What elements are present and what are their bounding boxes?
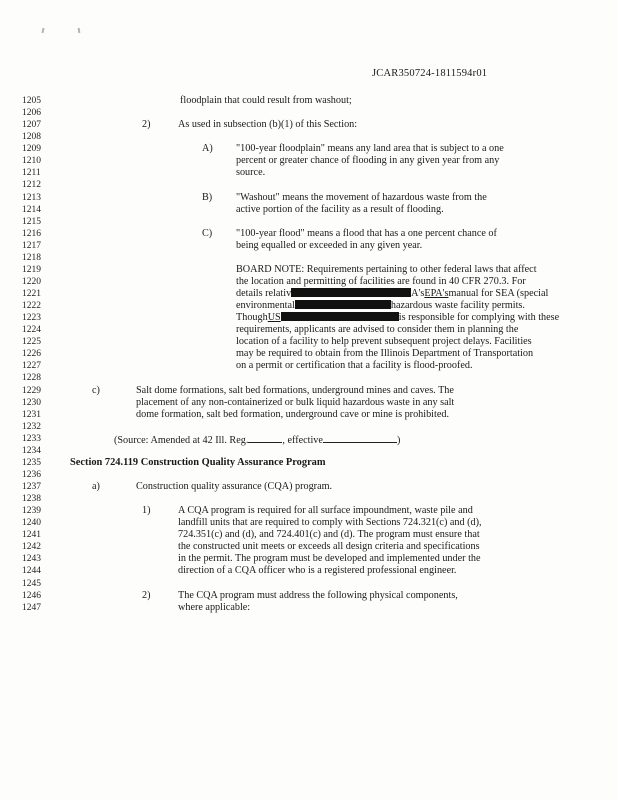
line-number: 1206: [22, 108, 41, 119]
redaction-bar: [281, 312, 399, 321]
text-line: placement of any non-containerized or bulk liquid hazardous waste in any salt: [136, 396, 455, 408]
text-line: Construction quality assurance (CQA) program.: [136, 481, 333, 492]
fill-in-blank: [248, 433, 282, 443]
text-line: percent or greater chance of flooding in any given year from any: [236, 155, 500, 167]
line-number: 1227: [22, 361, 41, 372]
struck-text: EPA's: [424, 288, 449, 299]
line-number: 1245: [22, 578, 41, 589]
text-fragment: A's: [411, 288, 425, 299]
text-line: being equalled or exceeded in any given year.: [236, 239, 423, 251]
list-marker: a): [92, 481, 100, 492]
blank-line: [70, 578, 548, 590]
line-number: 1242: [22, 542, 41, 553]
text-fragment: environmental: [236, 300, 295, 312]
line-number: 1234: [22, 445, 41, 456]
list-item: [70, 505, 548, 517]
line-number: 1238: [22, 494, 41, 505]
text-fragment: (Source: Amended at 42 Ill. Reg.: [114, 434, 249, 446]
blank-line: [70, 445, 548, 457]
text-line: landfill units that are required to comply with Sections 724.321(c) and (d),: [178, 517, 482, 529]
blank-line: [70, 107, 548, 119]
list-item: [70, 143, 548, 155]
board-note-line: [70, 300, 548, 312]
redaction-bar: [291, 288, 411, 297]
board-note-line: the location and permitting of facilities are found in 40 CFR 270.3. For: [236, 275, 526, 287]
text-line: "100-year floodplain" means any land area that is subject to a one: [236, 143, 504, 155]
text-line: "Washout" means the movement of hazardous waste from the: [236, 191, 487, 203]
line-number: 1211: [22, 168, 41, 179]
text-line: The CQA program must address the following physical components,: [178, 589, 458, 601]
line-number: 1240: [22, 518, 41, 529]
text-fragment: manual for SEA (special: [448, 288, 549, 299]
line-number: 1223: [22, 313, 41, 324]
text-fragment: ): [396, 434, 401, 446]
board-note-line: [70, 288, 548, 300]
blank-line: [70, 469, 548, 481]
board-note-line: [70, 312, 560, 324]
text-line: floodplain that could result from washout;: [180, 95, 352, 106]
struck-text: US: [267, 312, 281, 324]
line-number: 1214: [22, 204, 41, 215]
line-number: 1225: [22, 337, 41, 348]
list-marker: C): [202, 227, 213, 239]
line-number: 1239: [22, 506, 41, 517]
list-item: [70, 228, 548, 240]
list-item: [70, 590, 548, 602]
fill-in-blank: [323, 433, 397, 443]
text-line: Salt dome formations, salt bed formations, underground mines and caves. The: [136, 384, 454, 396]
blank-line: [70, 493, 548, 505]
line-number: 1213: [22, 192, 41, 203]
line-number: 1237: [22, 482, 41, 492]
line-number: 1207: [22, 120, 41, 131]
list-marker: B): [202, 191, 213, 203]
line-number: 1224: [22, 325, 41, 336]
text-line: direction of a CQA officer who is a registered professional engineer.: [178, 565, 457, 577]
list-marker: c): [92, 384, 100, 396]
blank-line: [70, 252, 548, 264]
line-number: 1233: [22, 433, 41, 444]
line-number: 1229: [22, 385, 41, 396]
section-heading: Section 724.119 Construction Quality Assurance Program: [70, 456, 326, 468]
text-line: the constructed unit meets or exceeds all design criteria and specifications: [178, 541, 480, 553]
source-note: [70, 433, 548, 445]
document-id-header: JCAR350724-1811594r01: [372, 68, 488, 79]
line-number: 1246: [22, 590, 41, 601]
line-number: 1235: [22, 457, 41, 468]
list-marker: 1): [142, 505, 151, 517]
line-number: 1216: [22, 228, 41, 239]
scan-artifact-speck: [78, 28, 81, 33]
list-item: [70, 192, 548, 204]
line-number: 1243: [22, 554, 41, 565]
line-number: 1205: [22, 96, 41, 106]
text-line: As used in subsection (b)(1) of this Section:: [178, 119, 358, 131]
blank-line: [70, 216, 548, 228]
line-number: 1218: [22, 252, 41, 263]
line-number: 1231: [22, 409, 41, 420]
line-number: 1208: [22, 132, 41, 143]
blank-line: [70, 131, 548, 143]
line-number: 1230: [22, 397, 41, 408]
text-line: dome formation, salt bed formation, underground cave or mine is prohibited.: [136, 408, 450, 420]
line-number: 1241: [22, 530, 41, 541]
blank-line: [70, 372, 548, 384]
blank-line: [70, 421, 548, 433]
text-fragment: hazardous waste facility permits.: [390, 300, 525, 312]
text-line: where applicable:: [178, 601, 251, 613]
scan-artifact-speck: [42, 28, 45, 33]
text-fragment: Though: [236, 312, 268, 324]
line-number: 1244: [22, 566, 41, 577]
line-number: 1247: [22, 602, 41, 613]
text-line: in the permit. The program must be developed and implemented under the: [178, 553, 481, 565]
board-note-line: requirements, applicants are advised to consider them in planning the: [236, 324, 519, 336]
line-number: 1232: [22, 421, 41, 432]
line-number: 1226: [22, 349, 41, 360]
text-fragment: , effective: [282, 434, 323, 446]
text-line: "100-year flood" means a flood that has a one percent chance of: [236, 227, 497, 239]
line-number: 1228: [22, 373, 41, 384]
board-note-line: on a permit or certification that a facility is flood-proofed.: [236, 360, 473, 372]
text-line: A CQA program is required for all surface impoundment, waste pile and: [178, 505, 473, 517]
list-marker: 2): [142, 119, 151, 131]
text-fragment: is responsible for complying with these: [398, 312, 560, 324]
list-item: [70, 481, 548, 493]
line-number: 1220: [22, 276, 41, 287]
text-line: active portion of the facility as a result of flooding.: [236, 203, 444, 215]
line-number: 1209: [22, 144, 41, 155]
line-number: 1221: [22, 289, 41, 299]
list-marker: 2): [142, 589, 151, 601]
redaction-bar: [295, 300, 391, 309]
board-note-line: location of a facility to help prevent subsequent project delays. Facilities: [236, 336, 532, 348]
line-number: 1219: [22, 264, 41, 275]
board-note-line: may be required to obtain from the Illinois Department of Transportation: [236, 348, 534, 360]
list-item: [70, 119, 548, 131]
list-marker: A): [202, 143, 213, 155]
line-number: 1222: [22, 301, 41, 312]
line-number: 1215: [22, 216, 41, 227]
board-note-line: BOARD NOTE: Requirements pertaining to other federal laws that affect: [236, 263, 537, 275]
line-number-gutter: [22, 95, 56, 614]
line-number: 1210: [22, 156, 41, 167]
text-fragment: details relativ: [236, 288, 292, 299]
line-number: 1236: [22, 469, 41, 480]
text-line: 724.351(c) and (d), and 724.401(c) and (d). The program must ensure that: [178, 529, 480, 541]
blank-line: [70, 179, 548, 191]
document-body: [70, 95, 560, 614]
line-number: 1212: [22, 180, 41, 191]
line-number: 1217: [22, 240, 41, 251]
list-item: [70, 385, 548, 397]
text-line: source.: [236, 167, 266, 179]
